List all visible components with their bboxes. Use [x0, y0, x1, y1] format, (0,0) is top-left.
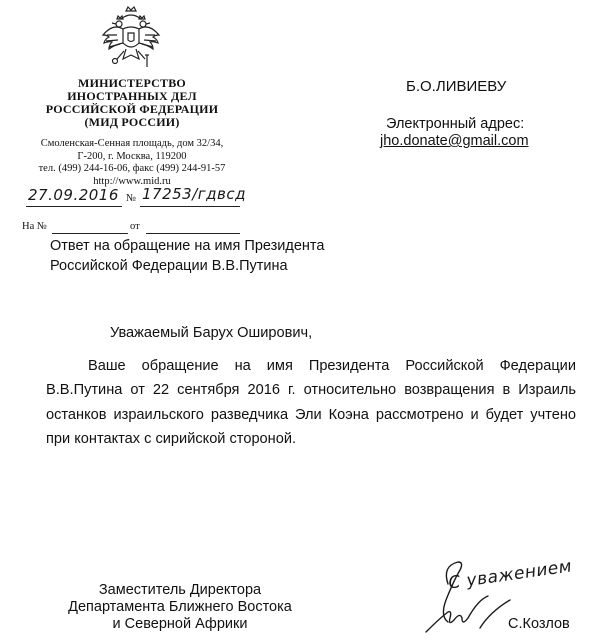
number-prefix: № [126, 193, 137, 204]
address-line: http://www.mid.ru [93, 175, 171, 187]
position-line: Заместитель Директора [98, 582, 262, 598]
signer-position [60, 582, 300, 633]
ministry-line: ИНОСТРАННЫХ ДЕЛ [67, 89, 197, 103]
handwritten-date: 27.09.2016 [28, 186, 119, 204]
body-line: при контактах с сирийской стороной. [46, 431, 297, 447]
body-line: Ваше обращение на имя Президента Российской Федерации [88, 358, 576, 374]
reply-from-label: от [130, 221, 140, 232]
subject-line: Ответ на обращение на имя Президента [50, 238, 325, 254]
ministry-line: РОССИЙСКОЙ ФЕДЕРАЦИИ [45, 102, 219, 116]
position-line: Департамента Ближнего Востока [68, 599, 292, 615]
subject [50, 236, 324, 276]
ministry-line: МИНИСТЕРСТВО [78, 76, 186, 90]
date-underline [26, 206, 122, 207]
handwritten-reg-number: 17253/гдвсд [142, 185, 246, 203]
recipient-name: Б.О.ЛИВИЕВУ [406, 78, 507, 95]
body-line: останков израильского разведчика Эли Коэна рассмотрено и будет учтено [46, 407, 576, 423]
handwritten-note: С уважением [447, 556, 574, 594]
address-line: Г-200, г. Москва, 119200 [77, 150, 187, 162]
number-underline [140, 206, 240, 207]
reply-number-blank [52, 233, 128, 234]
body-line: В.В.Путина от 22 сентября 2016 г. относительно возвращения в Израиль [46, 382, 576, 398]
address-line: Смоленская-Сенная площадь, дом 32/34, [40, 138, 224, 149]
salutation: Уважаемый Барух Оширович, [110, 325, 313, 341]
subject-line: Российской Федерации В.В.Путина [50, 258, 288, 274]
email-address: jho.donate@gmail.com [380, 133, 529, 149]
reply-date-blank [146, 233, 240, 234]
ministry-name [22, 77, 242, 129]
address-line: тел. (499) 244-16-06, факс (499) 244-91-57 [38, 163, 226, 174]
signer-name: С.Козлов [508, 616, 570, 632]
ministry-line: (МИД РОССИИ) [84, 115, 180, 129]
double-headed-eagle-emblem [99, 5, 163, 71]
position-line: и Северной Африки [112, 616, 248, 632]
ministry-address [22, 138, 242, 188]
email-label: Электронный адрес: [386, 116, 525, 132]
reply-number-label: На № [22, 221, 47, 232]
